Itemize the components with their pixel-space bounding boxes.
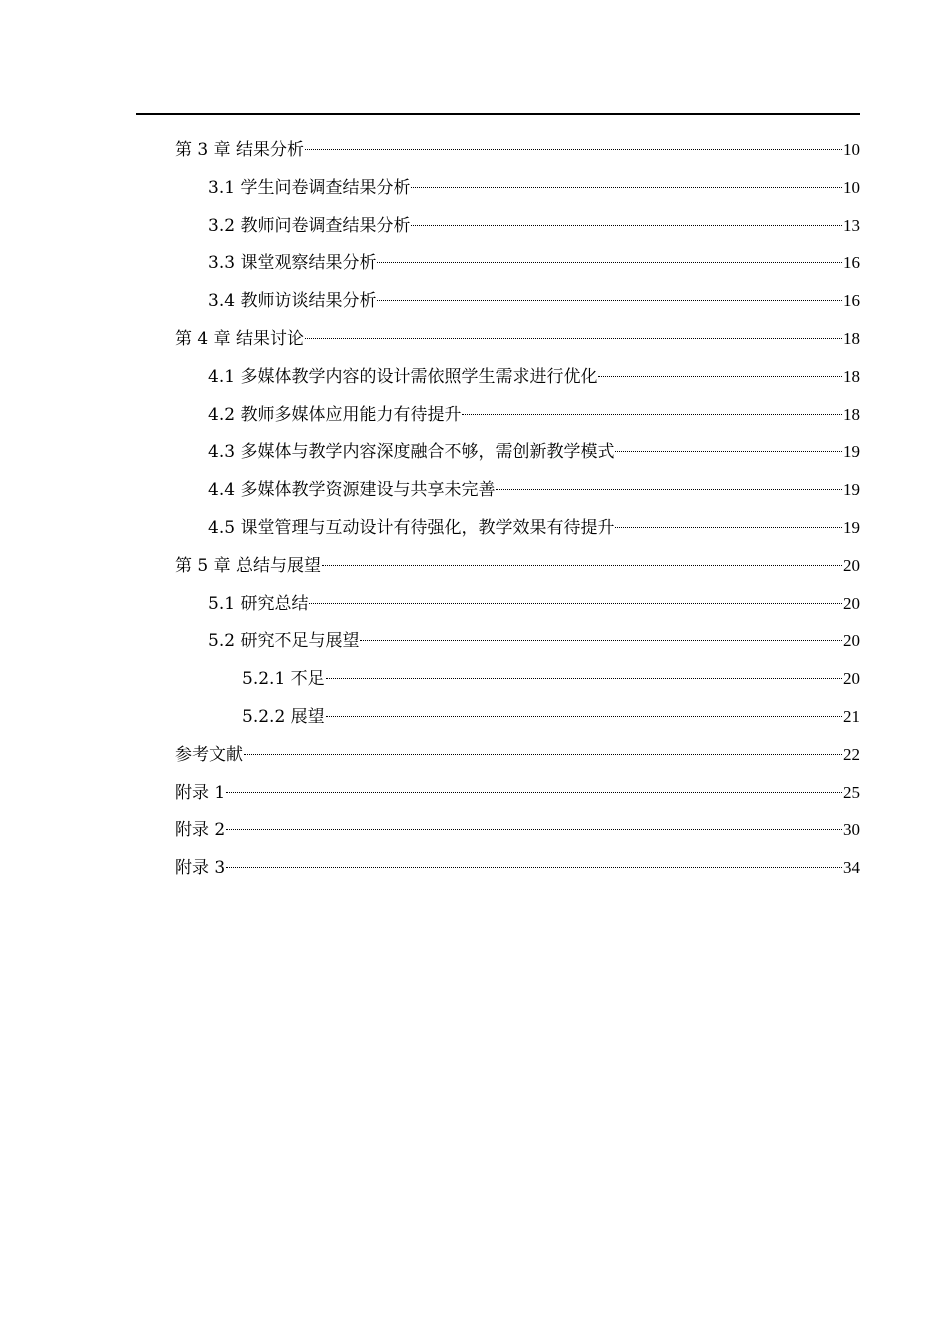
toc-entry-title: 3.4 教师访谈结果分析 [208,291,377,312]
toc-entry-page: 22 [843,744,860,764]
toc-dot-leader [411,187,842,188]
toc-entry[interactable] [175,585,860,623]
toc-entry-page: 16 [843,253,860,273]
toc-dot-leader [360,640,842,641]
toc-entry-page: 20 [843,669,860,689]
toc-dot-leader [615,527,842,528]
toc-dot-leader [226,792,842,793]
toc-entry-page: 16 [843,291,860,311]
toc-entry-title: 3.2 教师问卷调查结果分析 [208,215,411,236]
toc-entry-title: 5.2 研究不足与展望 [208,631,360,652]
toc-entry-page: 19 [843,480,860,500]
toc-entry[interactable] [175,396,860,434]
toc-entry-page: 25 [843,782,860,802]
toc-entry-title: 附录 2 [175,820,226,841]
toc-dot-leader [326,678,842,679]
toc-entry-page: 10 [843,177,860,197]
toc-entry-title: 第 3 章 结果分析 [175,140,305,160]
toc-dot-leader [326,716,842,717]
toc-entry-page: 19 [843,442,860,462]
toc-entry-title: 5.1 研究总结 [208,593,309,614]
toc-dot-leader [615,451,842,452]
toc-entry-title: 第 5 章 总结与展望 [175,555,322,576]
toc-entry[interactable] [175,849,860,887]
toc-entry[interactable] [175,131,860,169]
toc-entry-title: 3.3 课堂观察结果分析 [208,253,377,274]
toc-entry[interactable] [175,622,860,660]
toc-dot-leader [496,489,842,490]
toc-entry-page: 13 [843,215,860,235]
toc-entry[interactable] [175,698,860,736]
toc-dot-leader [377,300,842,301]
toc-entry-title: 4.3 多媒体与教学内容深度融合不够，需创新教学模式 [208,442,615,463]
toc-dot-leader [598,376,842,377]
toc-dot-leader [377,262,842,263]
toc-entry-title: 5.2.1 不足 [242,669,325,690]
toc-entry-title: 第 4 章 结果讨论 [175,328,305,349]
toc-dot-leader [244,754,842,755]
toc-entry[interactable] [175,433,860,471]
toc-entry[interactable] [175,509,860,547]
toc-entry-page: 18 [843,366,860,386]
toc-dot-leader [411,225,842,226]
toc-entry[interactable] [175,471,860,509]
toc-entry-page: 19 [843,517,860,537]
toc-entry[interactable] [175,774,860,812]
toc-entry[interactable] [175,736,860,774]
toc-dot-leader [226,867,842,868]
toc-entry-page: 20 [843,555,860,575]
toc-entry-page: 20 [843,593,860,613]
toc-dot-leader [305,338,842,339]
table-of-contents [175,131,860,887]
toc-entry-page: 18 [843,328,860,348]
toc-entry[interactable] [175,169,860,207]
toc-entry[interactable] [175,207,860,245]
toc-entry[interactable] [175,811,860,849]
toc-dot-leader [309,603,842,604]
toc-entry-page: 34 [843,858,860,878]
toc-entry-page: 21 [843,706,860,726]
toc-entry-page: 10 [843,140,860,159]
toc-entry[interactable] [175,282,860,320]
toc-entry-title: 参考文献 [175,744,243,765]
toc-entry-title: 5.2.2 展望 [242,706,325,727]
toc-entry[interactable] [175,547,860,585]
toc-entry-title: 附录 3 [175,858,226,879]
toc-entry-page: 20 [843,631,860,651]
toc-entry[interactable] [175,660,860,698]
toc-entry-page: 18 [843,404,860,424]
toc-dot-leader [322,565,842,566]
toc-dot-leader [226,829,842,830]
toc-entry-title: 3.1 学生问卷调查结果分析 [208,177,411,198]
toc-entry-title: 4.2 教师多媒体应用能力有待提升 [208,404,462,425]
toc-entry[interactable] [175,358,860,396]
toc-dot-leader [305,149,842,150]
header-rule [136,113,860,115]
toc-entry[interactable] [175,244,860,282]
toc-entry[interactable] [175,320,860,358]
toc-entry-page: 30 [843,820,860,840]
toc-entry-title: 4.4 多媒体教学资源建设与共享未完善 [208,480,496,501]
toc-dot-leader [462,414,842,415]
toc-entry-title: 4.5 课堂管理与互动设计有待强化，教学效果有待提升 [208,517,615,538]
toc-entry-title: 附录 1 [175,782,226,803]
toc-entry-title: 4.1 多媒体教学内容的设计需依照学生需求进行优化 [208,366,598,387]
